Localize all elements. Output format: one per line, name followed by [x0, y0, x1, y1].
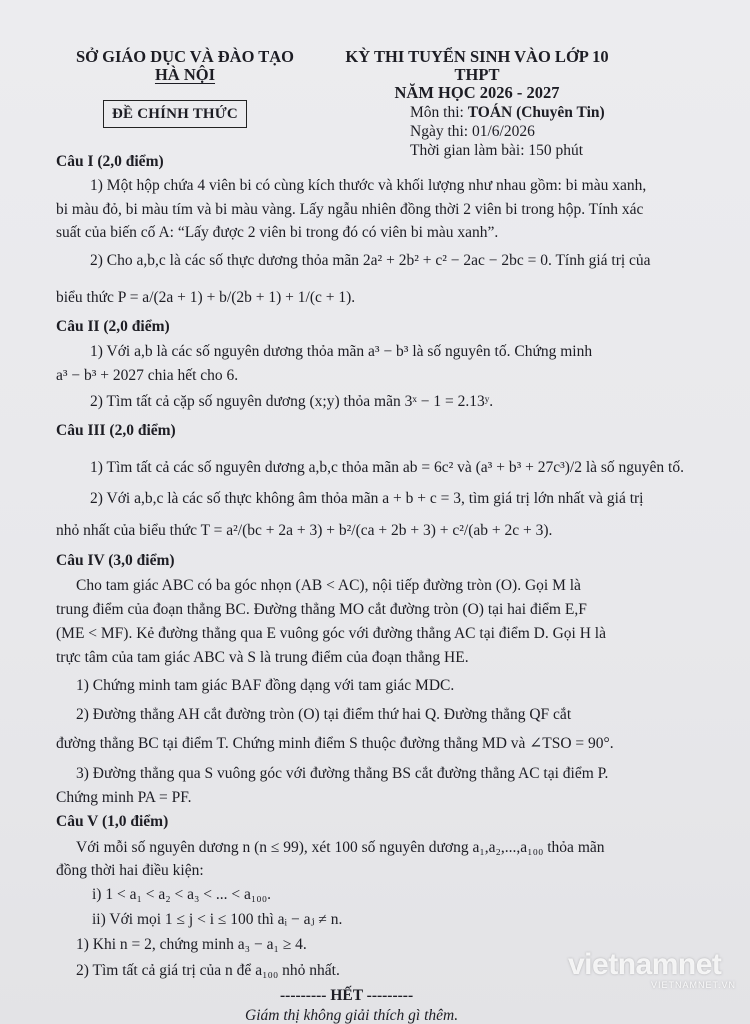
question-3-part-2-line-2: nhỏ nhất của biểu thức T = a²/(bc + 2a + 3) + b²/(ca + 2b + 3) + c²/(ab + 2c + 3).: [56, 522, 553, 539]
question-1-part-1-line-1: 1) Một hộp chứa 4 viên bi có cùng kích thước và khối lượng như nhau gồm: bi màu xanh,: [90, 177, 647, 194]
question-5-intro-line-1: Với mỗi số nguyên dương n (n ≤ 99), xét 100 số nguyên dương a₁,a₂,...,a₁₀₀ thỏa mãn: [76, 839, 605, 856]
question-3-part-1: 1) Tìm tất cả các số nguyên dương a,b,c thỏa mãn ab = 6c² và (a³ + b³ + 27c³)/2 là số nguyên tố.: [90, 459, 684, 476]
subject-label: Môn thi:: [410, 104, 468, 121]
question-4-part-2-line-1: 2) Đường thẳng AH cắt đường tròn (O) tại điểm thứ hai Q. Đường thẳng QF cắt: [76, 706, 572, 723]
question-1-heading: Câu I (2,0 điểm): [56, 153, 164, 170]
question-2-heading: Câu II (2,0 điểm): [56, 318, 170, 335]
department-header: [70, 48, 300, 84]
exam-title: KỲ THI TUYỂN SINH VÀO LỚP 10 THPT: [345, 47, 609, 84]
school-year: NĂM HỌC 2026 - 2027: [394, 83, 560, 102]
department-name: SỞ GIÁO DỤC VÀ ĐÀO TẠO: [75, 47, 295, 66]
exam-date: Ngày thi: 01/6/2026: [410, 123, 535, 140]
proctor-note: Giám thị không giải thích gì thêm.: [245, 1007, 459, 1024]
question-4-intro-line-4: trực tâm của tam giác ABC và S là trung điểm của đoạn thẳng HE.: [56, 649, 469, 666]
question-1-part-2-line-2: biểu thức P = a/(2a + 1) + b/(2b + 1) + 1/(c + 1).: [56, 289, 356, 306]
question-4-part-2-line-2: đường thẳng BC tại điểm T. Chứng minh điểm S thuộc đường thẳng MD và ∠TSO = 90°.: [56, 735, 614, 752]
official-badge: ĐỀ CHÍNH THỨC: [103, 100, 247, 128]
exam-duration: Thời gian làm bài: 150 phút: [410, 142, 584, 159]
question-4-part-3-line-2: Chứng minh PA = PF.: [56, 789, 192, 806]
exam-title-header: [322, 48, 632, 102]
question-1-part-2-line-1: 2) Cho a,b,c là các số thực dương thỏa mãn 2a² + 2b² + c² − 2ac − 2bc = 0. Tính giá trị của: [90, 252, 651, 269]
watermark-logo: vietnamnet: [568, 948, 722, 981]
question-4-intro-line-3: (ME < MF). Kẻ đường thẳng qua E vuông góc với đường thẳng AC tại điểm D. Gọi H là: [56, 625, 606, 642]
exam-meta: [410, 103, 605, 160]
question-2-part-1-line-2: a³ − b³ + 2027 chia hết cho 6.: [56, 367, 239, 384]
question-4-intro-line-1: Cho tam giác ABC có ba góc nhọn (AB < AC), nội tiếp đường tròn (O). Gọi M là: [76, 577, 581, 594]
question-5-condition-2: ii) Với mọi 1 ≤ j < i ≤ 100 thì aᵢ − aⱼ ≠ n.: [92, 911, 343, 928]
subject-line: [410, 103, 605, 122]
question-5-part-2: 2) Tìm tất cả giá trị của n để a₁₀₀ nhỏ nhất.: [76, 962, 340, 979]
question-4-part-1: 1) Chứng minh tam giác BAF đồng dạng với tam giác MDC.: [76, 677, 455, 694]
question-4-heading: Câu IV (3,0 điểm): [56, 552, 175, 569]
question-5-heading: Câu V (1,0 điểm): [56, 813, 169, 830]
question-3-part-2-line-1: 2) Với a,b,c là các số thực không âm thỏa mãn a + b + c = 3, tìm giá trị lớn nhất và giá trị: [90, 490, 644, 507]
question-3-heading: Câu III (2,0 điểm): [56, 422, 176, 439]
question-2-part-1-line-1: 1) Với a,b là các số nguyên dương thỏa mãn a³ − b³ là số nguyên tố. Chứng minh: [90, 343, 593, 360]
question-4-part-3-line-1: 3) Đường thẳng qua S vuông góc với đường thẳng BS cắt đường thẳng AC tại điểm P.: [76, 765, 609, 782]
question-2-part-2: 2) Tìm tất cả cặp số nguyên dương (x;y) thỏa mãn 3ˣ − 1 = 2.13ʸ.: [90, 393, 494, 410]
question-5-intro-line-2: đồng thời hai điều kiện:: [56, 862, 204, 879]
subject-value: TOÁN (Chuyên Tin): [467, 104, 605, 121]
end-marker: --------- HẾT ---------: [280, 987, 414, 1004]
vietnamnet-watermark: [568, 950, 748, 1010]
question-4-intro-line-2: trung điểm của đoạn thẳng BC. Đường thẳng MO cắt đường tròn (O) tại hai điểm E,F: [56, 601, 587, 618]
question-5-condition-1: i) 1 < a₁ < a₂ < a₃ < ... < a₁₀₀.: [92, 886, 271, 903]
department-city: HÀ NỘI: [154, 65, 216, 84]
question-1-part-1-line-3: suất của biến cố A: “Lấy được 2 viên bi trong đó có viên bi màu xanh”.: [56, 224, 499, 241]
question-1-part-1-line-2: bi màu đỏ, bi màu tím và bi màu vàng. Lấy ngẫu nhiên đồng thời 2 viên bi trong hộp. Tính xác: [56, 201, 644, 218]
watermark-site: VIETNAMNET.VN: [650, 980, 736, 990]
question-5-part-1: 1) Khi n = 2, chứng minh a₃ − a₁ ≥ 4.: [76, 936, 307, 953]
